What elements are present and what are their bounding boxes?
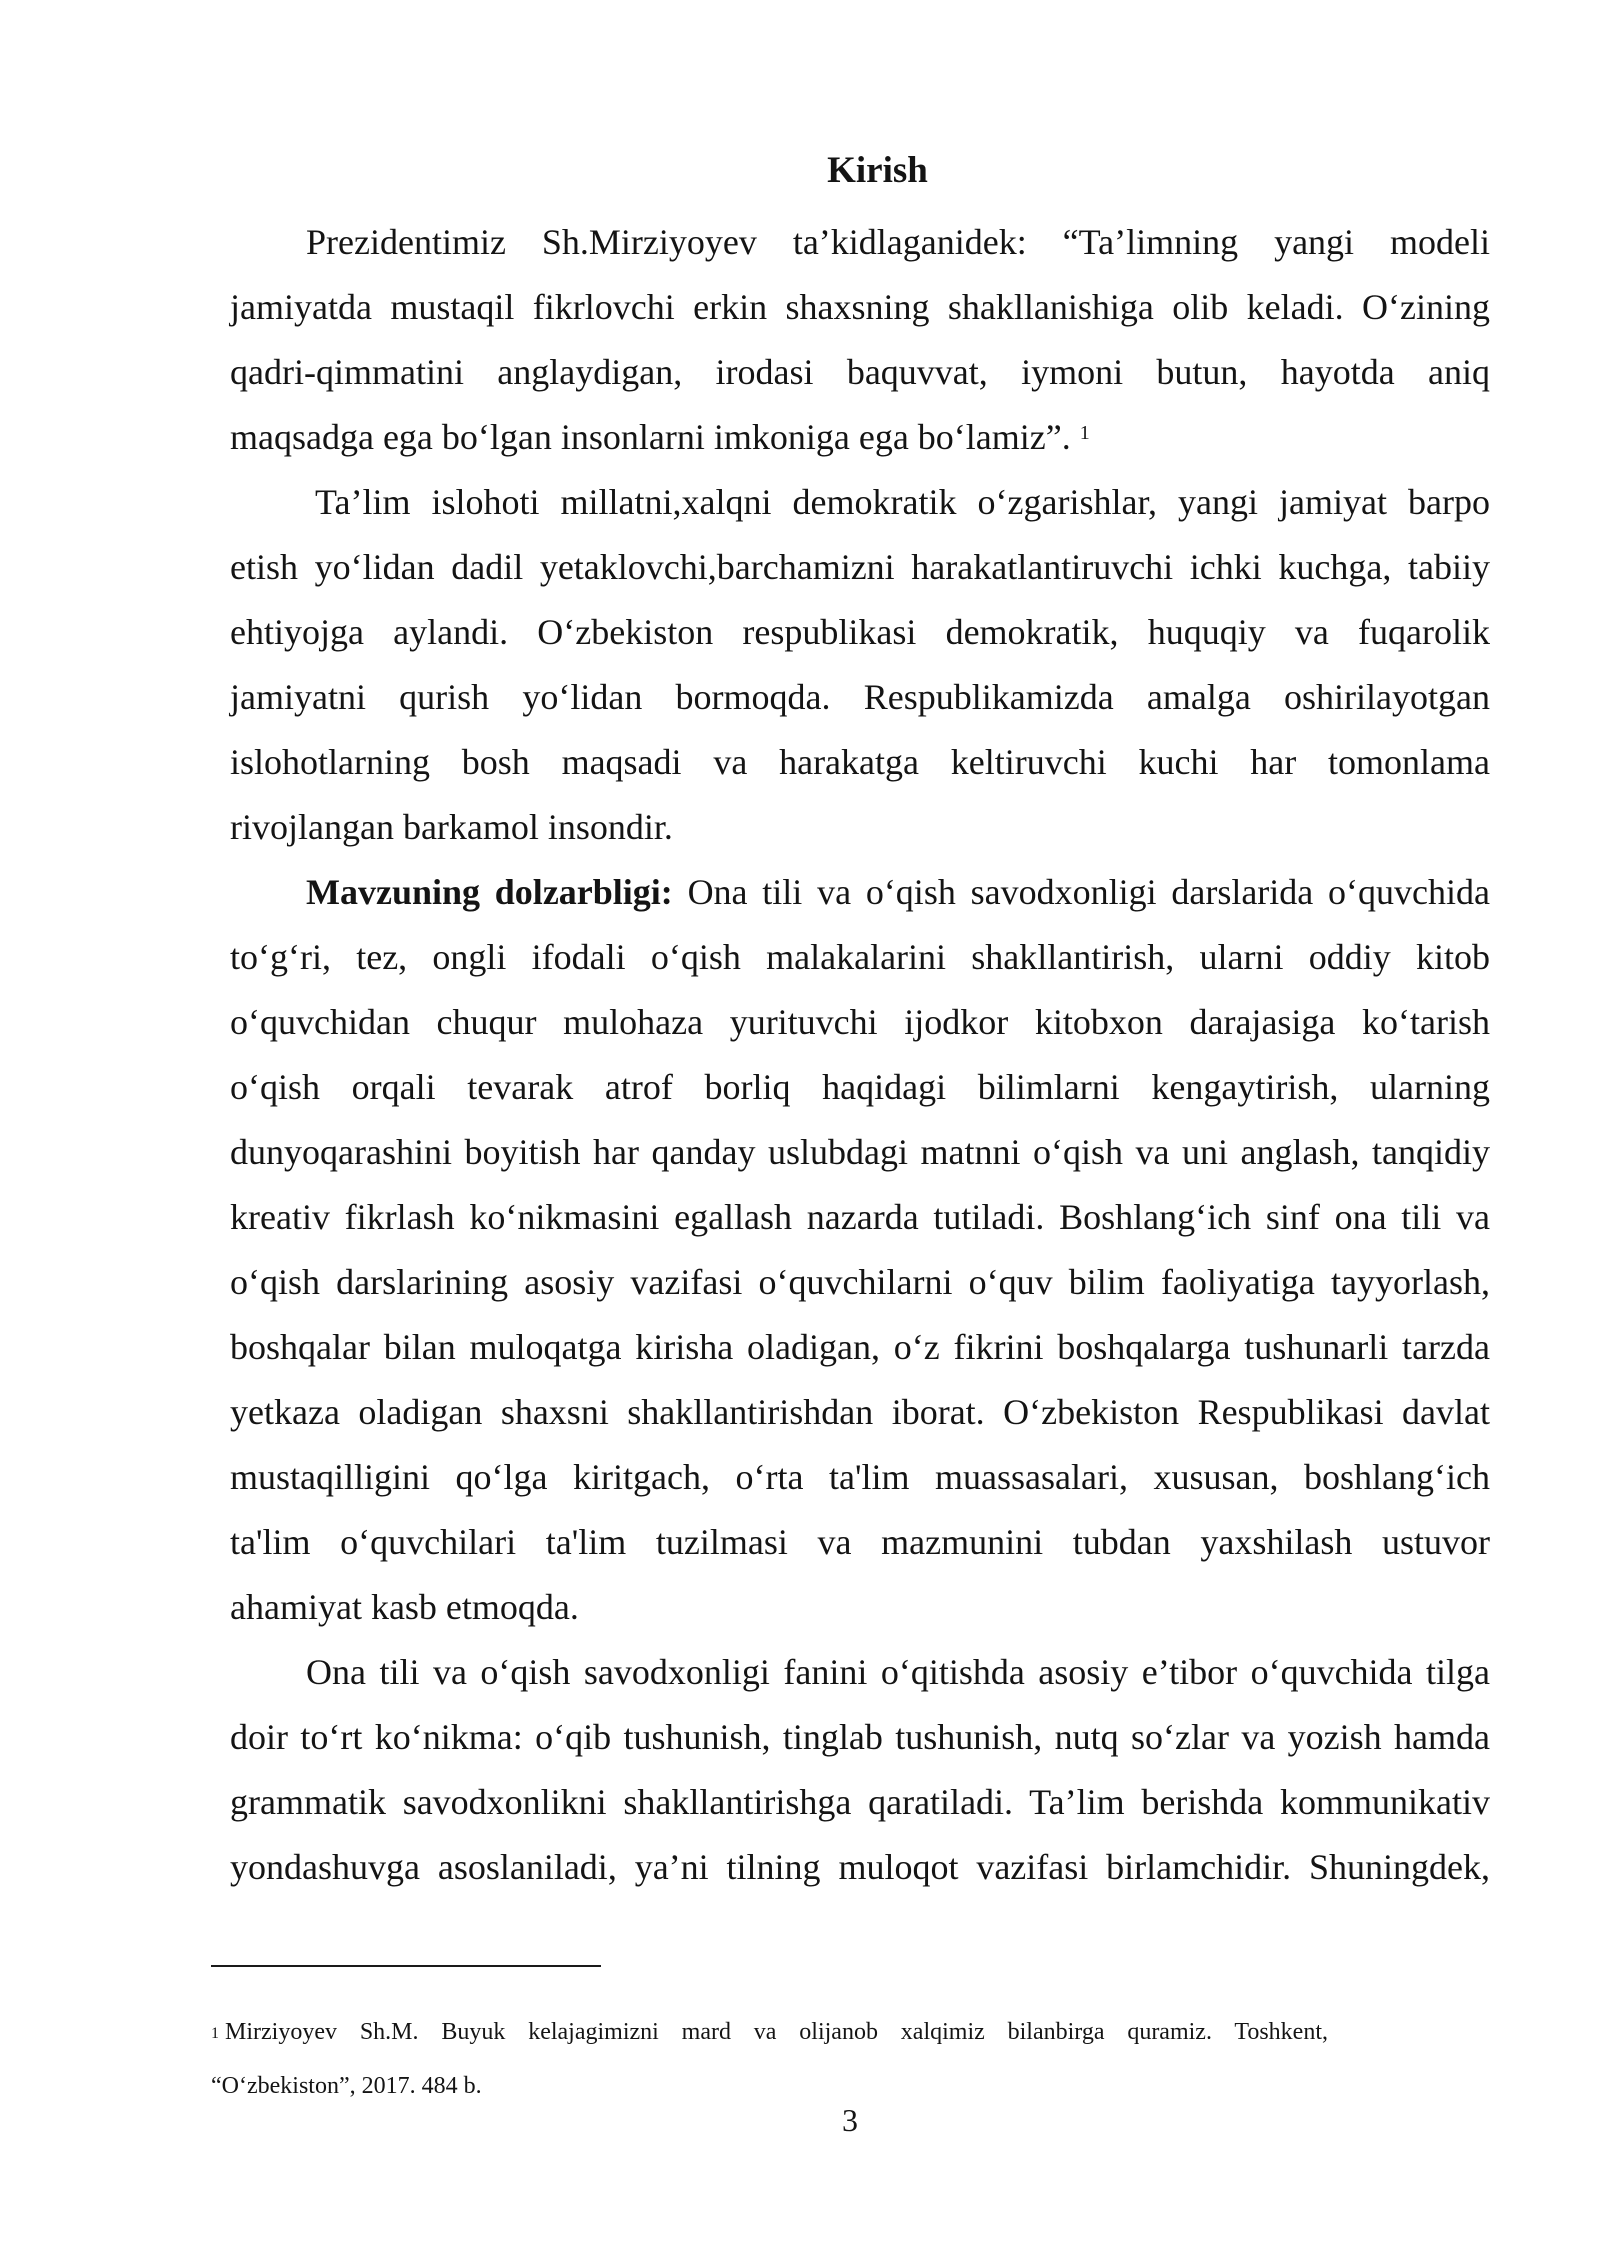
text-line: jamiyatda mustaqil fikrlovchi erkin shaxsning shakllanishiga olib keladi. O‘zining [230,287,1490,327]
footnote-number: 1 [211,2025,219,2042]
text-line: to‘g‘ri, tez, ongli ifodali o‘qish malakalarini shakllantirish, ularni oddiy kitob [230,937,1490,977]
text-line: Ta’lim islohoti millatni,xalqni demokratik o‘zgarishlar, yangi jamiyat barpo [315,482,1490,522]
text-line: yetkaza oladigan shaxsni shakllantirishdan iborat. O‘zbekiston Respublikasi davlat [230,1392,1490,1432]
text-line: Ona tili va o‘qish savodxonligi fanini o‘qitishda asosiy e’tibor o‘quvchida tilga [306,1652,1490,1692]
paragraph-literacy [230,1640,1490,1900]
text-line-content: Ona tili va o‘qish savodxonligi darslarida o‘quvchida [687,872,1490,912]
paragraph-intro [230,210,1490,470]
paragraph-reform [230,470,1490,860]
text-line: dunyoqarashini boyitish har qanday uslubdagi matnni o‘qish va uni anglash, tanqidiy [230,1132,1490,1172]
text-line: etish yo‘lidan dadil yetaklovchi,barchamizni harakatlantiruvchi ichki kuchga, tabiiy [230,547,1490,587]
text-line: qadri-qimmatini anglaydigan, irodasi baquvvat, iymoni butun, hayotda aniq [230,352,1490,392]
document-body [230,210,1490,1900]
relevance-label: Mavzuning dolzarbligi: [306,872,673,912]
text-line: Prezidentimiz Sh.Mirziyoyev ta’kidlaganidek: “Ta’limning yangi modeli [306,222,1490,262]
text-line: rivojlangan barkamol insondir. [230,807,673,847]
text-line: jamiyatni qurish yo‘lidan bormoqda. Respublikamizda amalga oshirilayotgan [230,677,1490,717]
text-line: islohotlarning bosh maqsadi va harakatga keltiruvchi kuchi har tomonlama [230,742,1490,782]
text-line [230,860,1490,925]
text-line: ahamiyat kasb etmoqda. [230,1587,579,1627]
footnote-text: Mirziyoyev Sh.M. Buyuk kelajagimizni mard va olijanob xalqimiz bilanbirga quramiz. Toshkent, [225,2019,1328,2045]
text-line: yondashuvga asoslaniladi, ya’ni tilning muloqot vazifasi birlamchidir. Shuningdek, [230,1847,1490,1887]
footnote-separator [211,1965,601,1967]
text-line: o‘qish darslarining asosiy vazifasi o‘quvchilarni o‘quv bilim faoliyatiga tayyorlash, [230,1262,1490,1302]
text-line: o‘quvchidan chuqur mulohaza yurituvchi ijodkor kitobxon darajasiga ko‘tarish [230,1002,1490,1042]
page-number: 3 [842,2102,858,2138]
text-line: o‘qish orqali tevarak atrof borliq haqidagi bilimlarni kengaytirish, ularning [230,1067,1490,1107]
footnote-reference: 1 [1079,422,1090,444]
text-line: boshqalar bilan muloqatga kirisha oladigan, o‘z fikrini boshqalarga tushunarli tarzda [230,1327,1490,1367]
footnote-line [211,2005,1328,2059]
paragraph-relevance [230,860,1490,1640]
text-line: ta'lim o‘quvchilari ta'lim tuzilmasi va mazmunini tubdan yaxshilash ustuvor [230,1522,1490,1562]
text-line [230,405,1490,470]
text-line: doir to‘rt ko‘nikma: o‘qib tushunish, tinglab tushunish, nutq so‘zlar va yozish hamda [230,1717,1490,1757]
section-heading: Kirish [827,150,928,191]
text-line: grammatik savodxonlikni shakllantirishga qaratiladi. Ta’lim berishda kommunikativ [230,1782,1490,1822]
footnote-line: “O‘zbekiston”, 2017. 484 b. [211,2073,482,2099]
text-line: kreativ fikrlash ko‘nikmasini egallash nazarda tutiladi. Boshlang‘ich sinf ona tili va [230,1197,1490,1237]
text-line: ehtiyojga aylandi. O‘zbekiston respublikasi demokratik, huquqiy va fuqarolik [230,612,1490,652]
text-line: mustaqilligini qo‘lga kiritgach, o‘rta ta'lim muassasalari, xususan, boshlang‘ich [230,1457,1490,1497]
text-line-content: maqsadga ega bo‘lgan insonlarni imkoniga ega bo‘lamiz”. [230,417,1071,457]
footnote [211,2005,1328,2113]
